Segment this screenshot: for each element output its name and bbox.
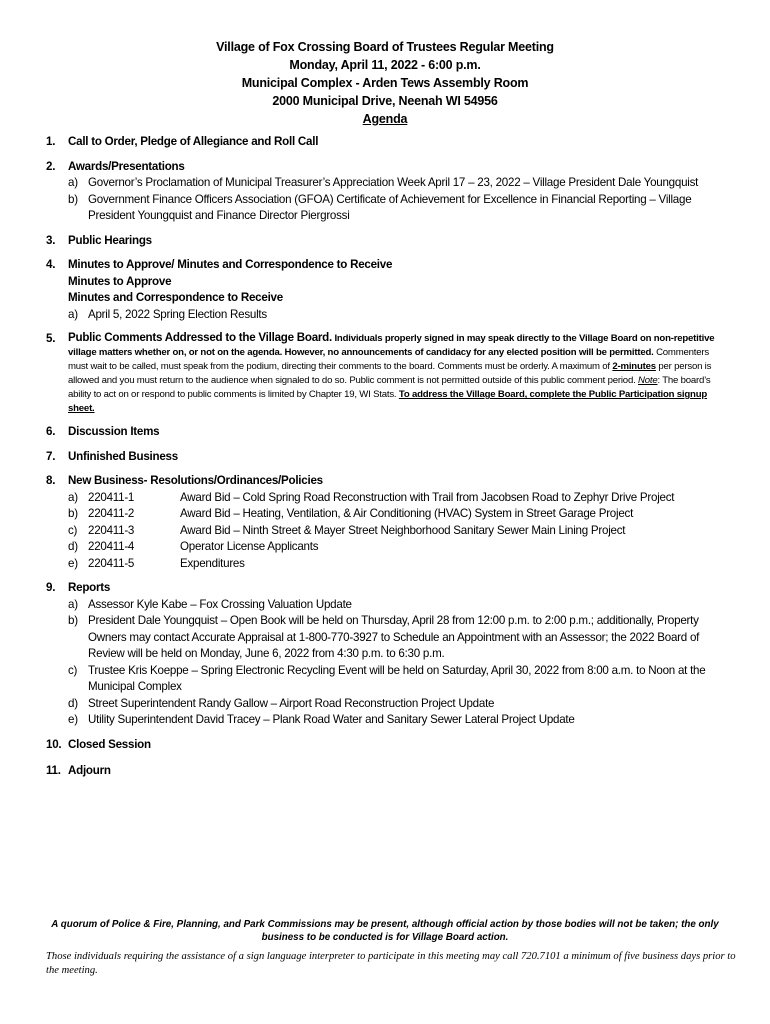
sub-item-text: Assessor Kyle Kabe – Fox Crossing Valuation Update	[88, 597, 352, 611]
agenda-item-6	[46, 424, 726, 441]
public-comment-rules: Individuals properly signed in may speak directly to the Village Board on non-repetitive village matters whether on, or not on the agenda. However, no announcements of candidacy for any elected position will be permitted.	[68, 333, 715, 358]
agenda-item-3	[46, 233, 726, 250]
agenda-item-10	[46, 737, 726, 754]
row-letter: e)	[68, 556, 78, 570]
resolution-code: 220411-5	[88, 556, 135, 570]
sub-item	[68, 192, 726, 225]
resolution-row	[68, 506, 726, 523]
resolution-row	[68, 539, 726, 556]
sub-item-letter: b)	[68, 614, 78, 627]
interpreter-notice: Those individuals requiring the assistance of a sign language interpreter to participate in this meeting may call 720.7101 a minimum of five business days prior to the meeting.	[46, 951, 736, 976]
agenda-item-2	[46, 159, 726, 225]
sub-item-letter: d)	[68, 696, 78, 710]
sub-item	[68, 712, 726, 729]
item-title: New Business- Resolutions/Ordinances/Policies	[68, 474, 323, 487]
resolution-row	[68, 523, 726, 540]
sub-item-text: April 5, 2022 Spring Election Results	[88, 307, 267, 321]
resolution-row	[68, 556, 726, 573]
sub-item-text: Street Superintendent Randy Gallow – Airport Road Reconstruction Project Update	[88, 696, 495, 710]
sub-item	[68, 175, 726, 192]
item-subheading: Minutes to Approve	[68, 274, 172, 288]
public-comment-instructions: Commenters must wait to be called, must speak from the podium, directing their comments to the board. Comments must be orderly. A maximum of	[68, 347, 709, 372]
item-number: 2.	[46, 159, 56, 173]
item-title: Awards/Presentations	[68, 159, 185, 173]
item-number: 8.	[46, 474, 56, 487]
item-number: 5.	[46, 332, 56, 345]
item-title: Reports	[68, 581, 111, 594]
meeting-header	[0, 38, 770, 128]
resolution-text: Award Bid – Ninth Street & Mayer Street Neighborhood Sanitary Sewer Main Lining Project	[180, 523, 626, 537]
resolution-text: Expenditures	[180, 556, 245, 570]
item-number: 4.	[46, 258, 56, 271]
sub-item-letter: a)	[68, 176, 78, 189]
item-number: 7.	[46, 449, 56, 463]
sub-item-letter: b)	[68, 192, 78, 206]
sub-item	[68, 613, 726, 663]
item-title: Call to Order, Pledge of Allegiance and Roll Call	[68, 135, 319, 148]
signup-instruction: To address the Village Board, complete the Public Participation signup sheet.	[68, 389, 708, 414]
agenda-item-11	[46, 763, 726, 780]
sub-item	[68, 696, 726, 713]
agenda-body	[46, 134, 726, 780]
meeting-title: Village of Fox Crossing Board of Trustees Regular Meeting	[216, 40, 554, 54]
sub-item-letter: a)	[68, 307, 78, 321]
item-title: Public Comments Addressed to the Village Board.	[68, 331, 332, 344]
item-title: Discussion Items	[68, 425, 160, 438]
note-label: Note	[638, 375, 658, 386]
row-letter: c)	[68, 523, 78, 537]
item-title: Closed Session	[68, 737, 151, 751]
agenda-heading: Agenda	[362, 112, 408, 126]
sub-item	[68, 597, 726, 614]
item-subheading: Minutes and Correspondence to Receive	[68, 291, 283, 304]
meeting-location: Municipal Complex - Arden Tews Assembly Room	[241, 76, 529, 90]
resolution-code: 220411-1	[88, 490, 135, 504]
meeting-date: Monday, April 11, 2022 - 6:00 p.m.	[289, 58, 481, 72]
sub-item-letter: c)	[68, 663, 78, 677]
meeting-address: 2000 Municipal Drive, Neenah WI 54956	[272, 94, 498, 108]
agenda-item-8	[46, 473, 726, 572]
item-title: Minutes to Approve/ Minutes and Correspondence to Receive	[68, 258, 393, 271]
sub-item-text: Utility Superintendent David Tracey – Plank Road Water and Sanitary Sewer Lateral Project Update	[88, 713, 575, 726]
quorum-notice: A quorum of Police & Fire, Planning, and Park Commissions may be present, although official action by those bodies will not be taken; the only business to be conducted is for Village Board action.	[51, 919, 719, 943]
item-title: Public Hearings	[68, 233, 152, 247]
sub-item-text: President Dale Youngquist – Open Book will be held on Thursday, April 28 from 12:00 p.m. to 2:00 p.m.; additionally, Property Owners may contact Accurate Appraisal at 1-800-770-3927 to Schedule an Appointment with an Assessor; the 2022 Board of Review will be held on Monday, June 6, 2022 from 4:30 p.m. to 6:30 p.m.	[88, 614, 700, 660]
agenda-item-9	[46, 580, 726, 729]
agenda-item-7	[46, 449, 726, 466]
public-comment-instructions-2: per person is allowed and you must return to the audience when signaled to do so. Public comment is not permitted outside of this public comment period.	[68, 361, 712, 386]
sub-item	[68, 663, 726, 696]
sub-item	[68, 307, 726, 324]
resolution-text: Award Bid – Heating, Ventilation, & Air Conditioning (HVAC) System in Street Garage Project	[180, 507, 634, 520]
resolution-text: Operator License Applicants	[180, 540, 319, 553]
item-number: 10.	[46, 737, 62, 751]
resolution-code: 220411-3	[88, 523, 135, 537]
item-number: 11.	[46, 764, 61, 777]
item-number: 1.	[46, 135, 56, 148]
row-letter: d)	[68, 540, 78, 553]
agenda-item-4	[46, 257, 726, 323]
sub-item-letter: e)	[68, 713, 78, 726]
sub-item-text: Government Finance Officers Association (GFOA) Certificate of Achievement for Excellence in Financial Reporting – Village President Youngquist and Finance Director Piergrossi	[88, 192, 692, 222]
item-title: Adjourn	[68, 764, 111, 777]
resolution-code: 220411-4	[88, 540, 135, 553]
sub-item-text: Trustee Kris Koeppe – Spring Electronic Recycling Event will be held on Saturday, April 30, 2022 from 8:00 a.m. to Noon at the Municipal Complex	[88, 663, 706, 693]
item-title: Unfinished Business	[68, 449, 178, 463]
time-limit: 2-minutes	[612, 361, 656, 372]
item-number: 9.	[46, 581, 56, 594]
public-comment-text	[68, 331, 726, 416]
row-letter: a)	[68, 490, 78, 504]
row-letter: b)	[68, 507, 78, 520]
note-text: : The board’s ability to act on or respond to public comments is limited by Chapter 19, WI Stats.	[68, 375, 711, 400]
item-number: 6.	[46, 425, 56, 438]
agenda-item-5	[46, 331, 726, 416]
agenda-item-1	[46, 134, 726, 151]
resolution-text: Award Bid – Cold Spring Road Reconstruction with Trail from Jacobsen Road to Zephyr Drive Project	[180, 490, 675, 504]
resolution-code: 220411-2	[88, 507, 135, 520]
sub-item-letter: a)	[68, 597, 78, 611]
sub-item-text: Governor’s Proclamation of Municipal Treasurer’s Appreciation Week April 17 – 23, 2022 – Village President Dale Youngquist	[88, 176, 699, 189]
item-number: 3.	[46, 233, 56, 247]
resolution-row	[68, 490, 726, 507]
